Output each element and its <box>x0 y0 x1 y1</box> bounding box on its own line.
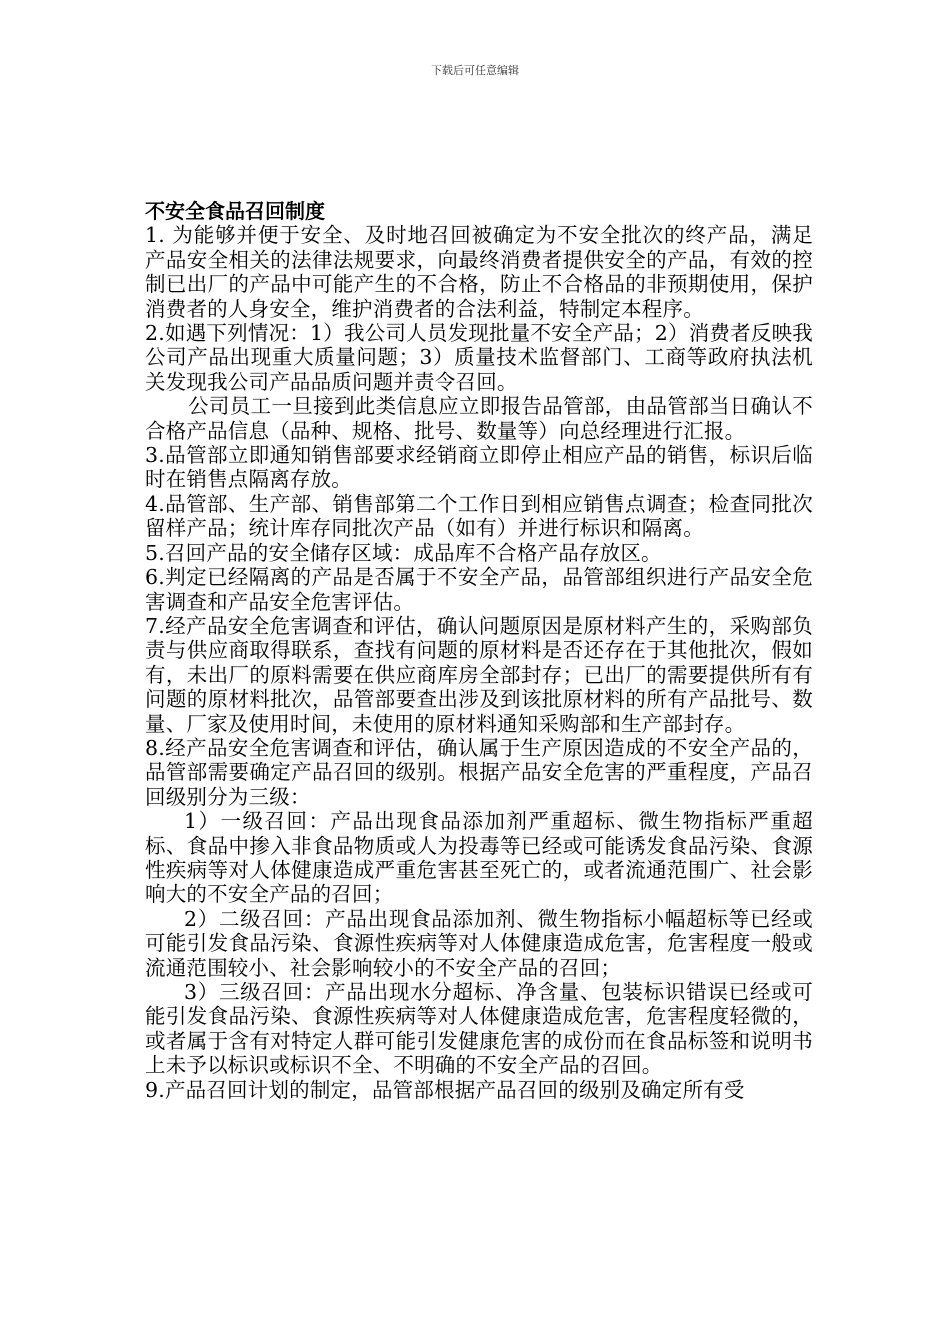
recall-level-2: 2）二级召回：产品出现食品添加剂、微生物指标小幅超标等已经或可能引发食品污染、食源性疾病等对人体健康造成危害，危害程度一般或流通范围较小、社会影响较小的不安全产品的召回； <box>145 906 813 980</box>
paragraph-1-purpose: 1. 为能够并便于安全、及时地召回被确定为不安全批次的终产品，满足产品安全相关的法律法规要求，向最终消费者提供安全的产品，有效的控制已出厂的产品中可能产生的不合格，防止不合格品的非预期使用，保护消费者的人身安全，维护消费者的合法利益，特制定本程序。 <box>145 223 813 321</box>
recall-level-1: 1）一级召回：产品出现食品添加剂严重超标、微生物指标严重超标、食品中掺入非食品物质或人为投毒等已经或可能诱发食品污染、食源性疾病等对人体健康造成严重危害甚至死亡的，或者流通范围广、社会影响大的不安全产品的召回； <box>145 809 813 907</box>
recall-level-3: 3）三级召回：产品出现水分超标、净含量、包装标识错误已经或可能引发食品污染、食源性疾病等对人体健康造成危害，危害程度轻微的，或者属于含有对特定人群可能引发健康危害的成份而在食品标签和说明书上未予以标识或标识不全、不明确的不安全产品的召回。 <box>145 980 813 1078</box>
paragraph-2-conditions: 2.如遇下列情况：1）我公司人员发现批量不安全产品；2）消费者反映我公司产品出现重大质量问题；3）质量技术监督部门、工商等政府执法机关发现我公司产品品质问题并责令召回。 <box>145 321 813 394</box>
paragraph-4-investigation: 4.品管部、生产部、销售部第二个工作日到相应销售点调查；检查同批次留样产品；统计库存同批次产品（如有）并进行标识和隔离。 <box>145 491 813 541</box>
paragraph-7-raw-material: 7.经产品安全危害调查和评估，确认问题原因是原材料产生的，采购部负责与供应商取得联系，查找有问题的原材料是否还存在于其他批次，假如有，未出厂的原料需要在供应商库房全部封存；已出厂的需要提供所有有问题的原材料批次，品管部要查出涉及到该批原材料的所有产品批号、数量、厂家及使用时间，未使用的原材料通知采购部和生产部封存。 <box>145 613 813 736</box>
paragraph-3-stop-sales: 3.品管部立即通知销售部要求经销商立即停止相应产品的销售，标识后临时在销售点隔离存放。 <box>145 443 813 492</box>
paragraph-5-storage-area: 5.召回产品的安全储存区域：成品库不合格产品存放区。 <box>145 540 662 565</box>
document-body <box>145 199 813 1102</box>
page-header-note: 下载后可任意编辑 <box>431 64 519 77</box>
paragraph-6-assessment: 6.判定已经隔离的产品是否属于不安全产品，品管部组织进行产品安全危害调查和产品安全危害评估。 <box>145 565 813 614</box>
document-title: 不安全食品召回制度 <box>145 199 325 223</box>
paragraph-9-recall-plan: 9.产品召回计划的制定，品管部根据产品召回的级别及确定所有受 <box>145 1077 745 1102</box>
paragraph-2-reporting: 公司员工一旦接到此类信息应立即报告品管部，由品管部当日确认不合格产品信息（品种、规格、批号、数量等）向总经理进行汇报。 <box>145 394 813 443</box>
paragraph-8-recall-levels: 8.经产品安全危害调查和评估，确认属于生产原因造成的不安全产品的，品管部需要确定产品召回的级别。根据产品安全危害的严重程度，产品召回级别分为三级： <box>145 735 813 809</box>
